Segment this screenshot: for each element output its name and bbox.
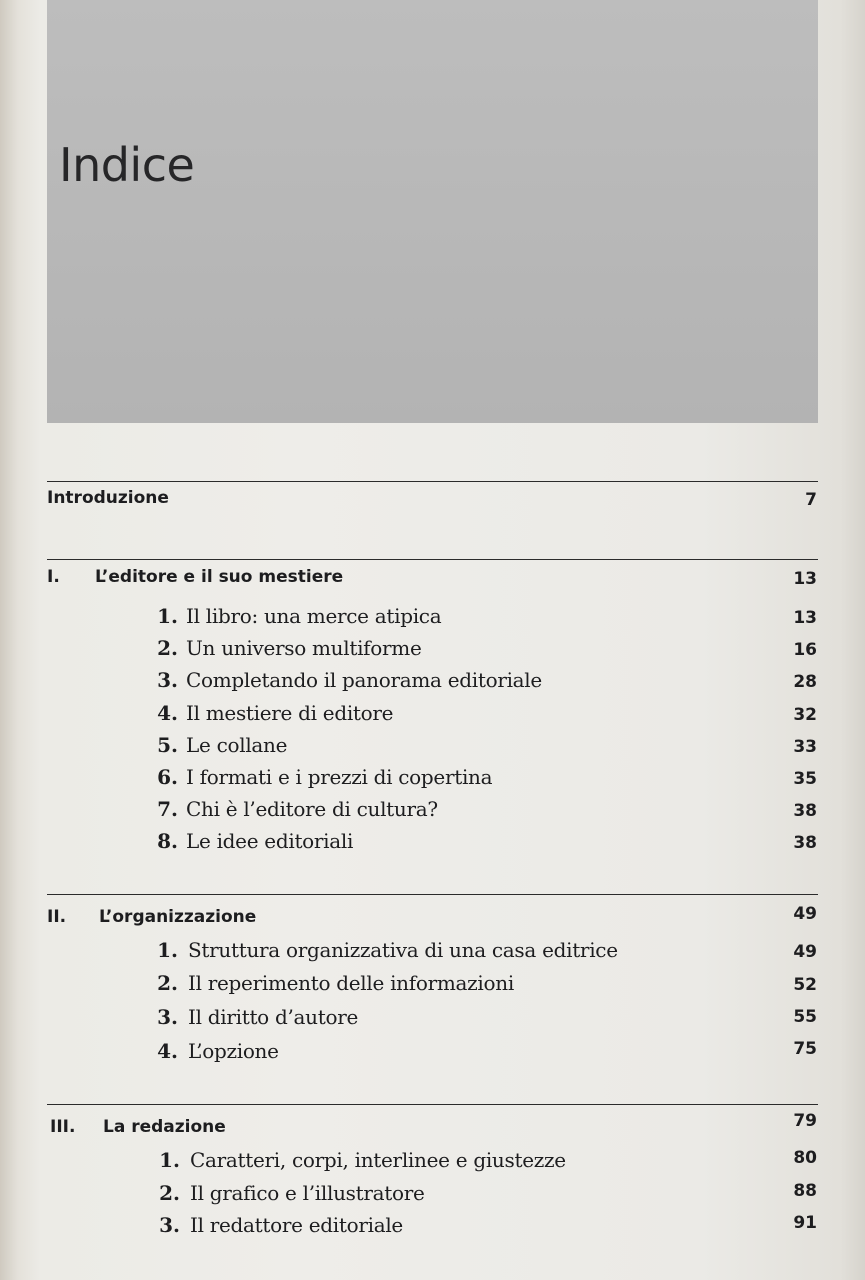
toc-item-number: 7.: [157, 797, 178, 821]
toc-section-title: La redazione: [103, 1117, 226, 1137]
toc-item-number: 3.: [159, 1213, 180, 1237]
divider: [47, 481, 818, 482]
toc-item-number: 3.: [157, 668, 178, 692]
toc-item-row: [0, 668, 865, 698]
toc-item-page: 91: [793, 1213, 817, 1233]
toc-item-page: 28: [793, 672, 817, 692]
toc-item-row: [0, 971, 865, 1001]
toc-item-title: Un universo multiforme: [186, 636, 422, 660]
toc-item-row: [0, 797, 865, 827]
toc-item-row: [0, 938, 865, 968]
toc-item-number: 4.: [157, 701, 178, 725]
toc-intro-title: Introduzione: [47, 488, 169, 508]
toc-intro-row: [0, 488, 865, 518]
page-title: Indice: [59, 138, 195, 192]
toc-item-page: 38: [793, 801, 817, 821]
toc-item-title: Caratteri, corpi, interlinee e giustezze: [190, 1148, 566, 1172]
toc-item-page: 55: [793, 1007, 817, 1027]
toc-item-page: 80: [793, 1148, 817, 1168]
toc-item-number: 2.: [157, 636, 178, 660]
toc-item-row: [0, 733, 865, 763]
toc-item-number: 1.: [157, 938, 178, 962]
toc-item-page: 49: [793, 942, 817, 962]
toc-section-title: L’organizzazione: [99, 907, 257, 927]
toc-item-title: Il libro: una merce atipica: [186, 604, 442, 628]
toc-item-row: [0, 1213, 865, 1243]
toc-item-title: Il diritto d’autore: [188, 1005, 359, 1029]
toc-item-page: 13: [793, 608, 817, 628]
toc-item-title: Chi è l’editore di cultura?: [186, 797, 438, 821]
toc-section-title: L’editore e il suo mestiere: [95, 567, 344, 587]
toc-item-row: [0, 829, 865, 859]
toc-item-row: [0, 765, 865, 795]
toc-item-number: 8.: [157, 829, 178, 853]
toc-item-row: [0, 701, 865, 731]
toc-item-title: Completando il panorama editoriale: [186, 668, 542, 692]
toc-item-number: 3.: [157, 1005, 178, 1029]
toc-item-title: I formati e i prezzi di copertina: [186, 765, 493, 789]
toc-section-page: 49: [793, 904, 817, 924]
toc-item-page: 38: [793, 833, 817, 853]
toc-item-page: 16: [793, 640, 817, 660]
toc-item-number: 1.: [157, 604, 178, 628]
toc-section-page: 13: [793, 569, 817, 589]
toc-section-number: III.: [50, 1117, 76, 1137]
toc-item-title: Le idee editoriali: [186, 829, 354, 853]
toc-item-title: Struttura organizzativa di una casa editrice: [188, 938, 618, 962]
toc-item-page: 33: [793, 737, 817, 757]
toc-item-title: Il redattore editoriale: [190, 1213, 403, 1237]
header-block: [47, 0, 818, 423]
toc-item-title: Il mestiere di editore: [186, 701, 394, 725]
toc-section-page: 79: [793, 1111, 817, 1131]
toc-section-row: [0, 567, 865, 597]
toc-item-row: [0, 1005, 865, 1035]
toc-item-number: 5.: [157, 733, 178, 757]
toc-item-page: 75: [793, 1039, 817, 1059]
toc-item-row: [0, 636, 865, 666]
toc-item-page: 35: [793, 769, 817, 789]
toc-item-page: 32: [793, 705, 817, 725]
toc-item-number: 1.: [159, 1148, 180, 1172]
toc-item-number: 4.: [157, 1039, 178, 1063]
toc-intro-page: 7: [805, 490, 817, 510]
toc-item-row: [0, 1181, 865, 1211]
toc-section-row: [0, 1111, 865, 1147]
toc-item-row: [0, 1148, 865, 1178]
toc-section-number: I.: [47, 567, 60, 587]
divider: [47, 559, 818, 560]
toc-item-title: L’opzione: [188, 1039, 279, 1063]
toc-item-page: 52: [793, 975, 817, 995]
toc-section-number: II.: [47, 907, 67, 927]
toc-item-number: 6.: [157, 765, 178, 789]
toc-item-title: Il reperimento delle informazioni: [188, 971, 514, 995]
toc-item-title: Le collane: [186, 733, 288, 757]
divider: [47, 1104, 818, 1105]
toc-item-row: [0, 1039, 865, 1069]
divider: [47, 894, 818, 895]
toc-item-page: 88: [793, 1181, 817, 1201]
toc-item-row: [0, 604, 865, 634]
toc-section-row: [0, 904, 865, 937]
toc-item-number: 2.: [159, 1181, 180, 1205]
toc-item-title: Il grafico e l’illustratore: [190, 1181, 425, 1205]
toc-item-number: 2.: [157, 971, 178, 995]
